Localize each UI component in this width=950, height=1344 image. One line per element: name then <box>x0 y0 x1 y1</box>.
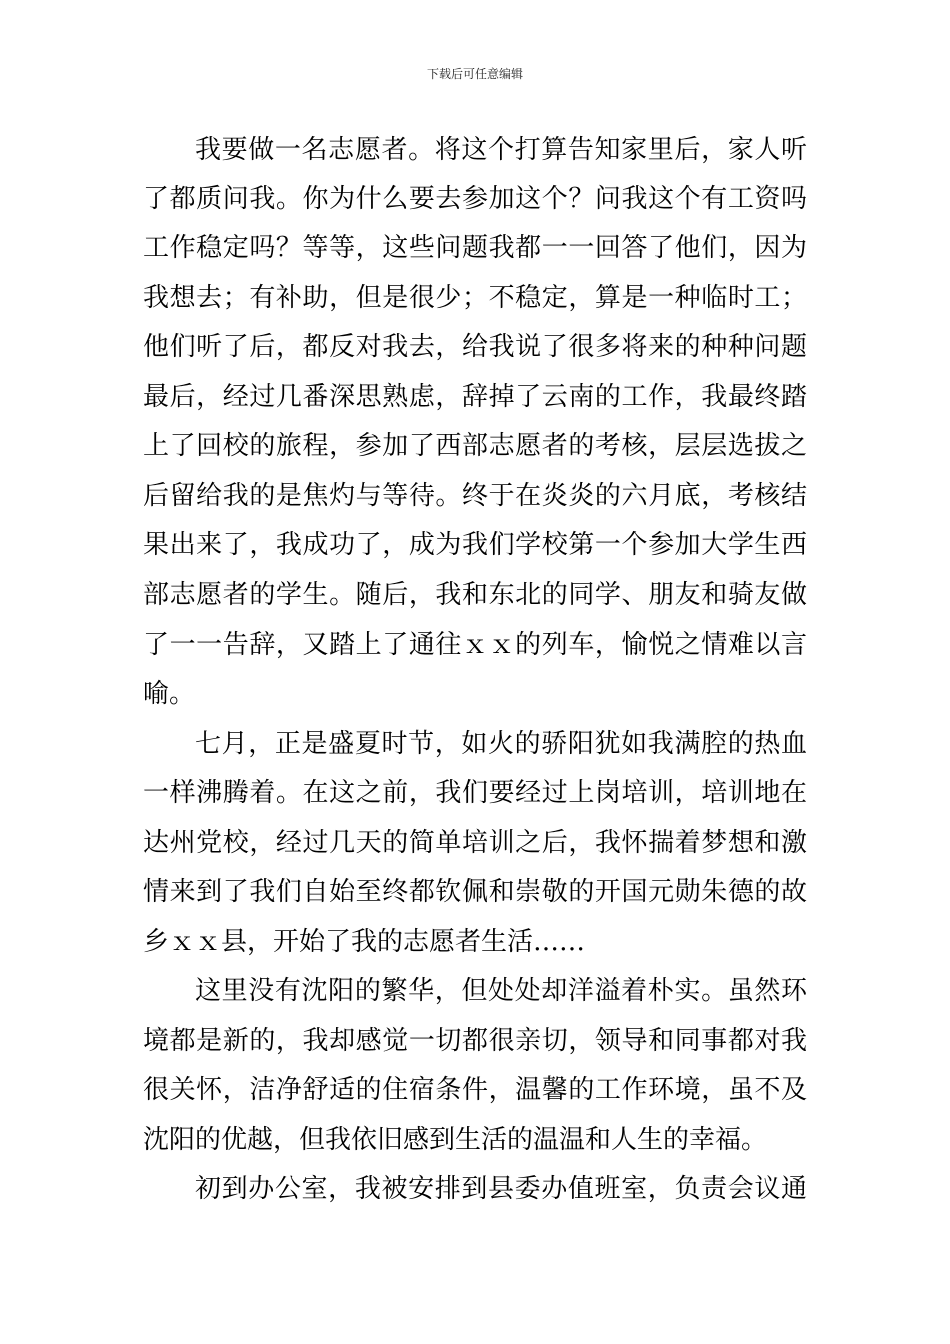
paragraph-line: 了一一告辞，又踏上了通往ｘｘ的列车，愉悦之情难以言 <box>143 630 807 660</box>
paragraph-line: 果出来了，我成功了，成为我们学校第一个参加大学生西 <box>143 530 807 560</box>
paragraph-line: 七月，正是盛夏时节，如火的骄阳犹如我满腔的热血 <box>195 729 807 759</box>
paragraph-line: 达州党校，经过几天的简单培训之后，我怀揣着梦想和激 <box>143 828 807 858</box>
paragraph-line: 喻。 <box>143 679 196 709</box>
paragraph-line: 这里没有沈阳的繁华，但处处却洋溢着朴实。虽然环 <box>195 976 807 1006</box>
paragraph-line: 境都是新的，我却感觉一切都很亲切，领导和同事都对我 <box>143 1026 807 1056</box>
paragraph-line: 情来到了我们自始至终都钦佩和崇敬的开国元勋朱德的故 <box>143 877 807 907</box>
paragraph-line: 我要做一名志愿者。将这个打算告知家里后，家人听 <box>195 135 807 165</box>
paragraph-line: 他们听了后，都反对我去，给我说了很多将来的种种问题 <box>143 332 807 362</box>
paragraph-line: 部志愿者的学生。随后，我和东北的同学、朋友和骑友做 <box>143 580 807 610</box>
paragraph-line: 我想去；有补助，但是很少；不稳定，算是一种临时工； <box>143 283 807 313</box>
paragraph-line: 上了回校的旅程，参加了西部志愿者的考核，层层选拔之 <box>143 431 807 461</box>
paragraph-line: 一样沸腾着。在这之前，我们要经过上岗培训，培训地在 <box>143 778 807 808</box>
page-header-note: 下载后可任意编辑 <box>426 67 523 81</box>
paragraph-line: 了都质问我。你为什么要去参加这个？问我这个有工资吗 <box>143 184 807 214</box>
paragraph-line: 后留给我的是焦灼与等待。终于在炎炎的六月底，考核结 <box>143 481 807 511</box>
paragraph-line: 乡ｘｘ县，开始了我的志愿者生活…… <box>143 927 586 957</box>
paragraph-line: 很关怀，洁净舒适的住宿条件，温馨的工作环境，虽不及 <box>143 1075 807 1105</box>
paragraph-line: 沈阳的优越，但我依旧感到生活的温温和人生的幸福。 <box>143 1125 768 1155</box>
paragraph-line: 最后，经过几番深思熟虑，辞掉了云南的工作，我最终踏 <box>143 382 807 412</box>
paragraph-line: 工作稳定吗？等等，这些问题我都一一回答了他们，因为 <box>143 233 807 263</box>
paragraph-line: 初到办公室，我被安排到县委办值班室，负责会议通 <box>195 1174 807 1204</box>
